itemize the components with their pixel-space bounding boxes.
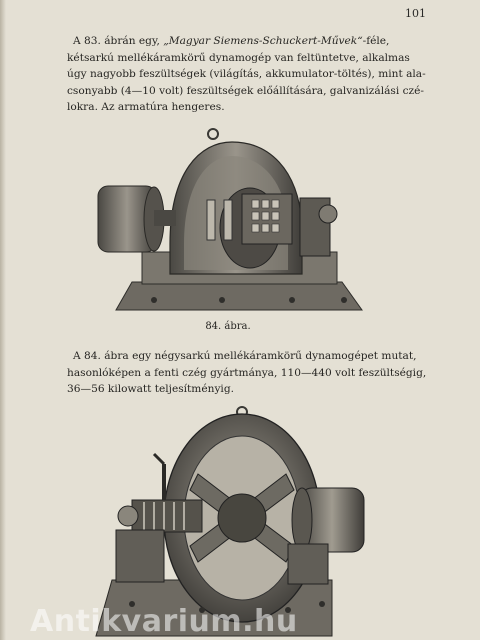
paragraph-2: [67, 348, 427, 398]
company-name: „Magyar Siemens-Schuckert-Művek“: [163, 35, 363, 47]
paragraph-2-line: 36—56 kilowatt teljesítményig.: [67, 383, 234, 396]
paragraph-1-line: úgy nagyobb feszültségek (világítás, akkumulator-töltés), mint ala-: [67, 68, 426, 81]
paragraph-1: [67, 33, 426, 116]
paragraph-2-line: A 84. ábra egy négysarkú mellékáramkörű dynamogépet mutat,: [73, 350, 417, 362]
page-number: 101: [405, 7, 426, 20]
watermark: Antikvarium.hu: [30, 604, 298, 639]
paragraph-1-line: csonyabb (4—10 volt) feszültségek előállítására, galvanizálási czé-: [67, 84, 424, 97]
paragraph-1-line: [73, 33, 420, 50]
line-text: -féle,: [362, 35, 390, 47]
paragraph-1-line: lokra. Az armatúra hengeres.: [67, 101, 225, 114]
paragraph-1-line: kétsarkú mellékáramkörű dynamogép van feltüntetve, alkalmas: [67, 51, 410, 64]
dynamo-illustration-84: [92, 124, 364, 318]
figure-caption: 84. ábra.: [205, 321, 251, 332]
paragraph-2-line: hasonlóképen a fenti czég gyártmánya, 110—440 volt feszültségig,: [67, 366, 427, 379]
line-text: A 83. ábrán egy,: [73, 35, 164, 47]
